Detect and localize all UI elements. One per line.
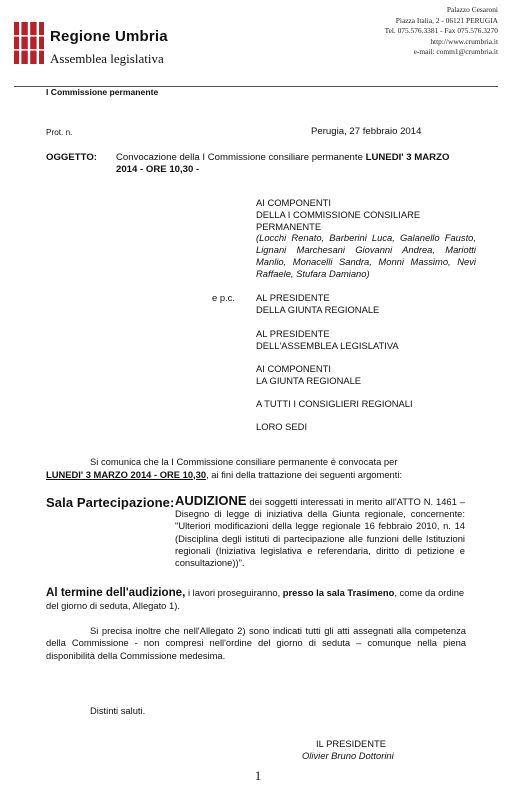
recipient-line: DELL'ASSEMBLEA LEGISLATIVA xyxy=(256,339,399,351)
recipient-componenti xyxy=(256,197,476,280)
recipient-line: LA GIUNTA REGIONALE xyxy=(256,374,362,386)
audizione-text: dei soggetti interessati in merito all'ATTO N. 1461 – Disegno di legge di iniziativa della Giunta regionale, concernente: "Ulteriori modificazioni della legge regionale 16 febbraio 2010, n. 14 (Disciplina degli istituti di partecipazione alle funzioni delle Istituzioni regionali (Iniziativa legislativa e referendaria, diritto di petizione e consultazione))". xyxy=(175,496,465,569)
subject-date: LUNEDI' 3 MARZO 2014 - ORE 10,30 - xyxy=(116,152,450,176)
recipient-giunta xyxy=(256,363,476,387)
recipient-line: AI COMPONENTI xyxy=(256,363,332,374)
signature-name: Olivier Bruno Dottorini xyxy=(302,750,394,761)
org-subtitle: Assemblea legislativa xyxy=(50,51,164,66)
email-link[interactable]: e-mail: comm1@crumbria.it xyxy=(413,47,498,57)
epc-label: e p.c. xyxy=(212,292,235,303)
recipient-consiglieri: A TUTTI I CONSIGLIERI REGIONALI xyxy=(256,398,413,409)
protocol-number: Prot. n. xyxy=(46,128,73,137)
after-hearing-text-end: , come da ordine del giorno di seduta, Allegato 1). xyxy=(46,587,465,611)
letter-date: Perugia, 27 febbraio 2014 xyxy=(311,126,422,137)
address-line: Palazzo Cesaroni xyxy=(446,5,498,14)
subject-plain: Convocazione della I Commissione consiliare permanente xyxy=(116,152,366,163)
recipient-sedi: LORO SEDI xyxy=(256,421,308,432)
subject-label: OGGETTO: xyxy=(46,152,97,163)
trasimeno-room: presso la sala Trasimeno xyxy=(282,587,395,598)
signature-title: IL PRESIDENTE xyxy=(316,738,386,749)
recipient-presidente-giunta xyxy=(256,292,476,316)
org-name: Regione Umbria xyxy=(50,28,168,45)
recipient-names: (Locchi Renato, Barberini Luca, Galanello Fausto, Lignani Marchesani Giovanni Andrea, Mariotti Manlio, Monacelli Sandra, Monni Massimo, Nevi Raffaele, Stufara Damiano) xyxy=(256,232,476,279)
recipient-line: AL PRESIDENTE xyxy=(256,292,330,303)
after-hearing-bold: Al termine dell'audizione, xyxy=(46,586,186,599)
convocation-paragraph xyxy=(46,456,462,481)
recipient-line: AL PRESIDENTE xyxy=(256,328,330,339)
recipient-line: DELLA GIUNTA REGIONALE xyxy=(256,303,380,315)
committee-label: I Commissione permanente xyxy=(46,87,159,97)
para1-text-end: , ai fini della trattazione dei seguenti argomenti: xyxy=(206,468,403,480)
address-line: Tel. 075.576.3381 - Fax 075.576.3270 xyxy=(384,26,498,36)
recipient-presidente-assemblea xyxy=(256,328,476,352)
subject-text xyxy=(116,152,462,177)
page-number: 1 xyxy=(254,768,262,783)
after-hearing-paragraph xyxy=(46,586,466,612)
address-block xyxy=(298,5,498,58)
room-label: Sala Partecipazione: xyxy=(46,495,175,510)
after-hearing-text: i lavori proseguiranno, xyxy=(185,587,283,598)
recipient-line: AI COMPONENTI xyxy=(256,197,332,208)
allegato-text: Si precisa inoltre che nell'Allegato 2) sono indicati tutti gli atti assegnati alla competenza della Commissione - non compresi nell'ordine del giorno di seduta – comunque nella piena disponibilità della Commissione medesima. xyxy=(46,625,466,661)
allegato-paragraph xyxy=(46,625,466,662)
closing-salutation: Distinti saluti. xyxy=(90,705,146,716)
website-link[interactable]: http://www.crumbria.it xyxy=(430,36,498,46)
address-line: Piazza Italia, 2 - 06121 PERUGIA xyxy=(395,15,498,25)
recipient-line: DELLA I COMMISSIONE CONSILIARE PERMANENTE xyxy=(256,208,421,232)
para1-text: Si comunica che la I Commissione consiliare permanente è convocata per xyxy=(90,456,398,467)
regione-umbria-logo-icon xyxy=(14,22,44,64)
audizione-label: AUDIZIONE xyxy=(175,493,247,508)
agenda-item xyxy=(175,495,465,569)
meeting-datetime: LUNEDI' 3 MARZO 2014 - ORE 10,30 xyxy=(46,468,207,480)
